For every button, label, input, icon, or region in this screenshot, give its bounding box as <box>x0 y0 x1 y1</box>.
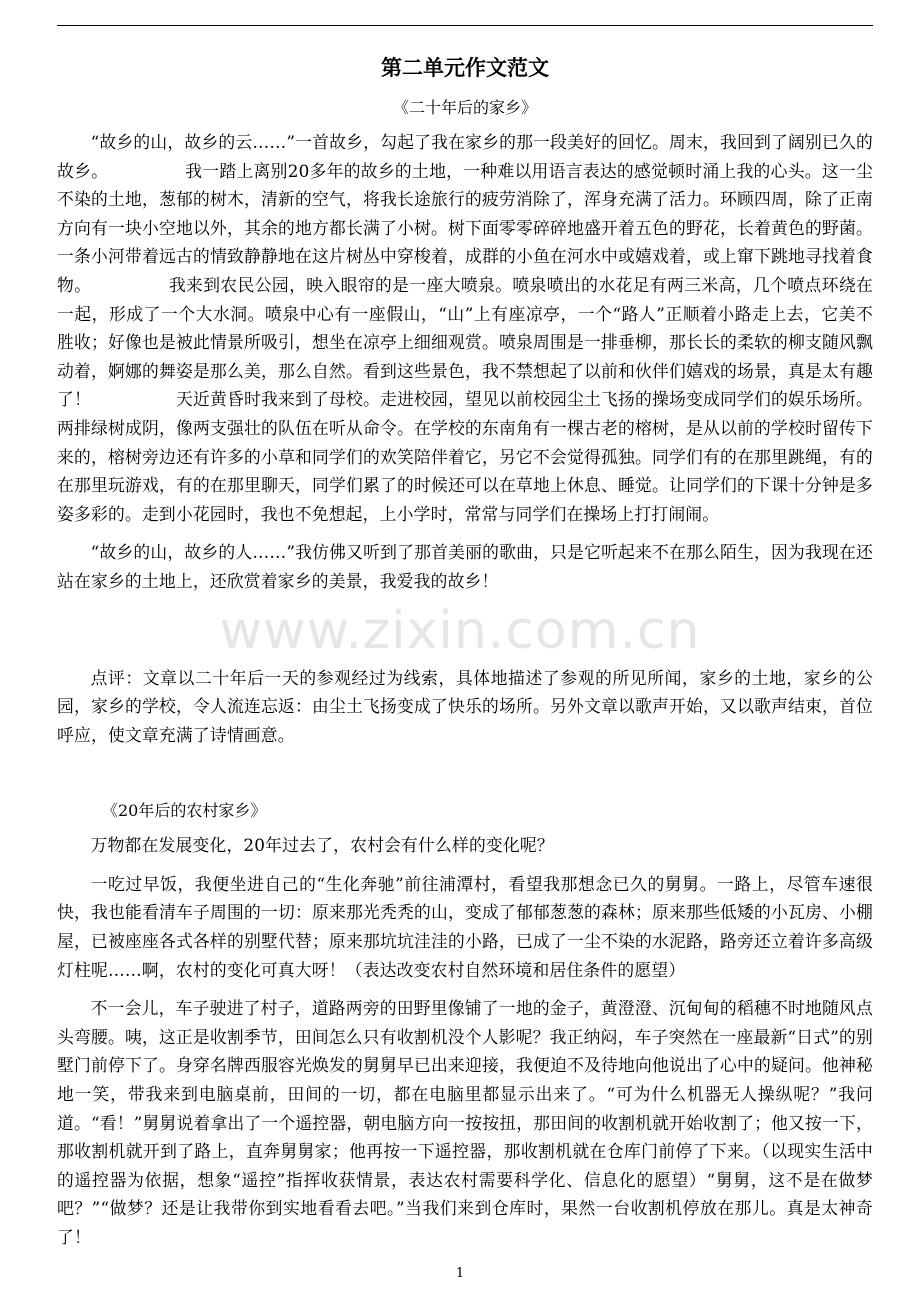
essay2-paragraph-2: 一吃过早饭，我便坐进自己的“生化奔驰”前往浦潭村，看望我那想念已久的舅舅。一路上，尽管车速很快，我也能看清车子周围的一切：原来那光秃秃的山，变成了郁郁葱葱的森林；原来那些低矮的小瓦房、小棚屋，已被座座各式各样的别墅代替；原来那坑坑洼洼的小路，已成了一尘不染的水泥路，路旁还立着许多高级灯柱呢……啊，农村的变化可真大呀！（表达改变农村自然环境和居住条件的愿望） <box>57 873 873 980</box>
page-number: 1 <box>455 1266 465 1281</box>
header-rule <box>57 25 873 26</box>
essay1-paragraph-2: “故乡的山，故乡的人……”我仿佛又听到了那首美丽的歌曲，只是它听起来不在那么陌生，因为我现在还站在家乡的土地上，还欣赏着家乡的美景，我爱我的故乡！ <box>57 542 873 591</box>
essay1-title: 《二十年后的家乡》 <box>392 98 537 117</box>
essay1-paragraph-1: “故乡的山，故乡的云……”一首故乡，勾起了我在家乡的那一段美好的回忆。周末，我回到了阔别已久的故乡。 我一踏上离别20多年的故乡的土地，一种难以用语言表达的感觉顿时涌上我的心头。这一尘不染的土地，葱郁的树木，清新的空气，将我长途旅行的疲劳消除了，浑身充满了活力。环顾四周，除了正南方向有一块小空地以外，其余的地方都长满了小树。树下面零零碎碎地盛开着五色的野花，长着黄色的野菌。一条小河带着远古的情致静静地在这片树丛中穿梭着，成群的小鱼在河水中或嬉戏着，或上窜下跳地寻找着食物。 我来到农民公园，映入眼帘的是一座大喷泉。喷泉喷出的水花足有两三米高，几个喷点环绕在一起，形成了一个大水洞。喷泉中心有一座假山，“山”上有座凉亭，一个“路人”正顺着小路走上去，它美不胜收；好像也是被此情景所吸引，想坐在凉亭上细细观赏。喷泉周围是一排垂柳，那长长的柔软的柳支随风飘动着，婀娜的舞姿是那么美，那么自然。看到这些景色，我不禁想起了以前和伙伴们嬉戏的场景，真是太有趣了！ 天近黄昏时我来到了母校。走进校园，望见以前校园尘土飞扬的操场变成同学们的娱乐场所。两排绿树成阴，像两支强壮的队伍在听从命令。在学校的东南角有一棵古老的榕树，是从以前的学校时留传下来的，榕树旁边还有许多的小草和同学们的欢笑陪伴着它，另它不会觉得孤独。同学们有的在那里跳绳，有的在那里玩游戏，有的在那里聊天，同学们累了的时候还可以在草地上休息、睡觉。让同学们的下课十分钟是多姿多彩的。走到小花园时，我也不免想起，上小学时，常常与同学们在操场上打打闹闹。 <box>57 132 873 524</box>
essay1-comment: 点评：文章以二十年后一天的参观经过为线索，具体地描述了参观的所见所闻，家乡的土地，家乡的公园，家乡的学校，令人流连忘返：由尘土飞扬变成了快乐的场所。另外文章以歌声开始，又以歌声结束，首位呼应，使文章充满了诗情画意。 <box>57 667 873 745</box>
watermark: www.zixin.com.cn <box>219 601 701 661</box>
essay2-title: 《20年后的农村家乡》 <box>102 801 267 821</box>
document-title: 第二单元作文范文 <box>381 56 549 80</box>
essay2-paragraph-3: 不一会儿，车子驶进了村子，道路两旁的田野里像铺了一地的金子，黄澄澄、沉甸甸的稻穗不时地随风点头弯腰。咦，这正是收割季节，田间怎么只有收割机没个人影呢？我正纳闷，车子突然在一座最新“日式”的别墅门前停下了。身穿名牌西服容光焕发的舅舅早已出来迎接，我便迫不及待地向他说出了心中的疑问。他神秘地一笑，带我来到电脑桌前，田间的一切，都在电脑里都显示出来了。“可为什么机器无人操纵呢？”我问道。“看！”舅舅说着拿出了一个遥控器，朝电脑方向一按按扭，那田间的收割机就开始收割了；他又按一下，那收割机就开到了路上，直奔舅舅家；他再按一下遥控器，那收割机就在仓库门前停了下来。（以现实生活中的遥控器为依据，想象“遥控”指挥收获情景，表达农村需要科学化、信息化的愿望）“舅舅，这不是在做梦吧？”“做梦？还是让我带你到实地看看去吧。”当我们来到仓库时，果然一台收割机停放在那儿。真是太神奇了！ <box>57 998 873 1247</box>
essay2-paragraph-1: 万物都在发展变化，20年过去了，农村会有什么样的变化呢？ <box>90 835 554 856</box>
document-body <box>57 48 873 1252</box>
